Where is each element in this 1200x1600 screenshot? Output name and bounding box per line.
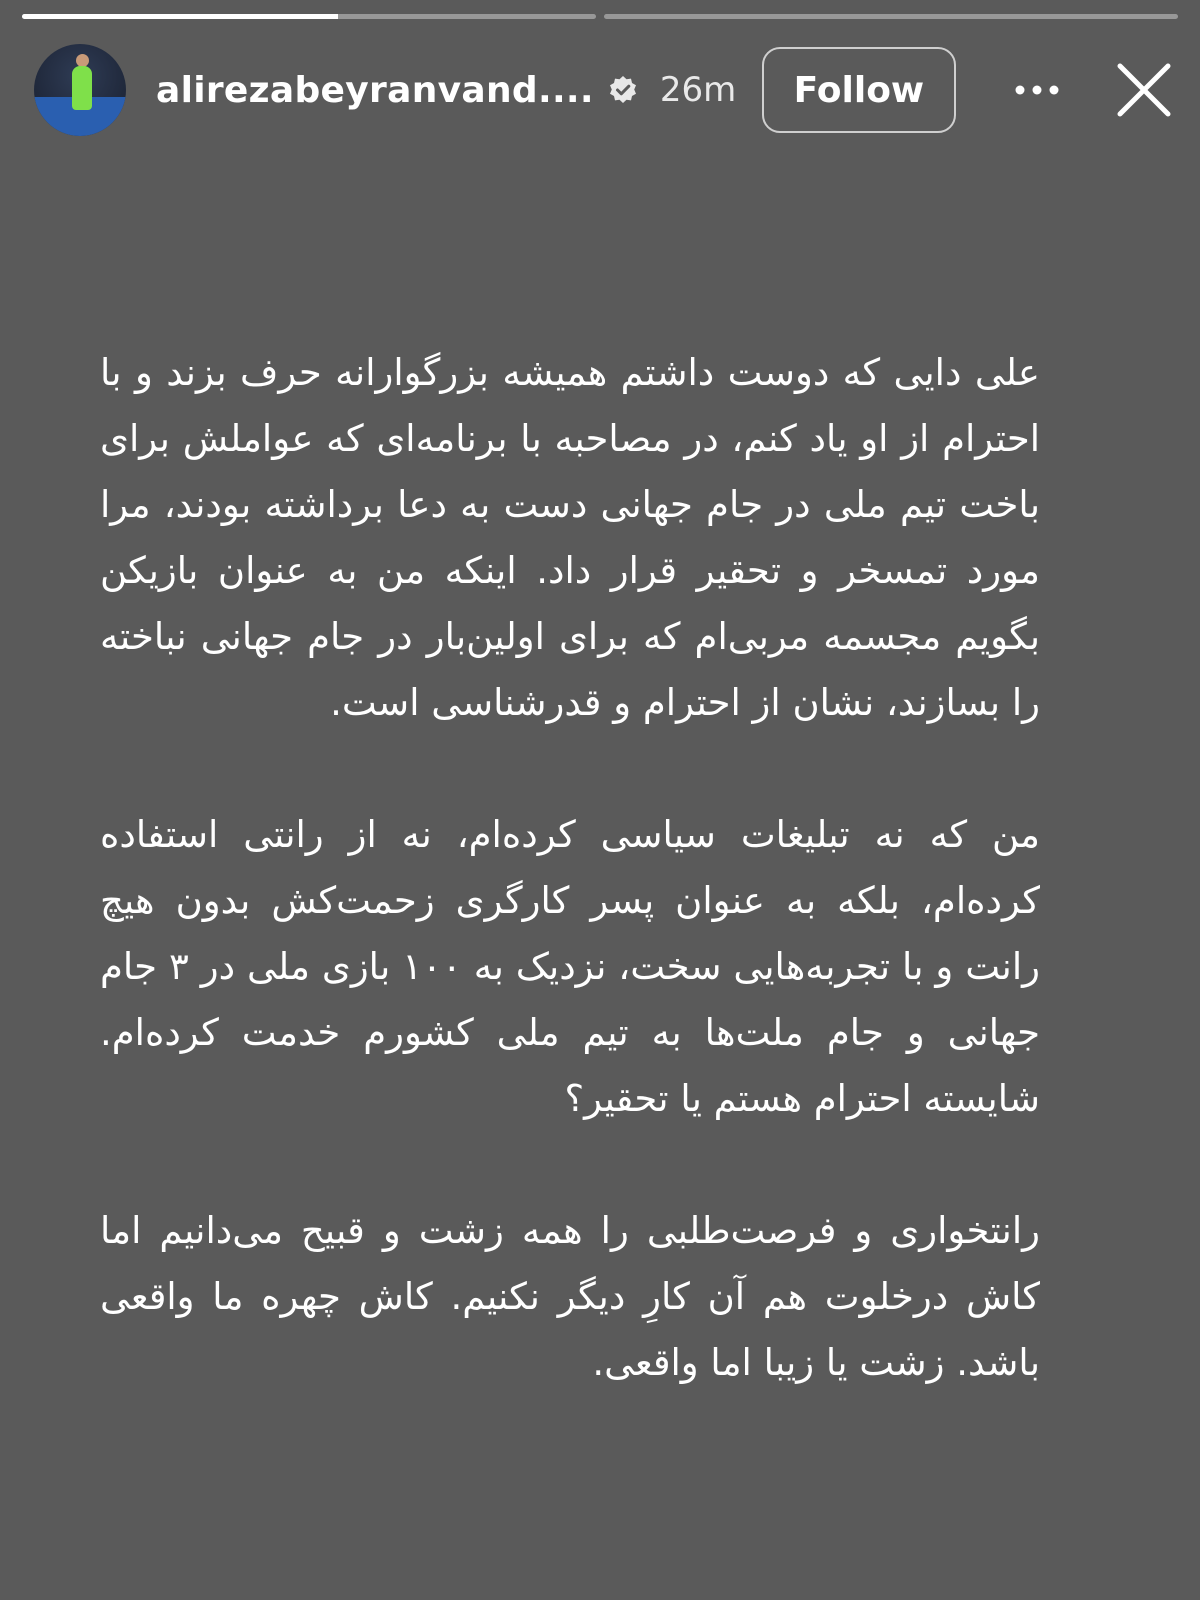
progress-segment-2 xyxy=(604,14,1178,19)
story-paragraph-2: من که نه تبلیغات سیاسی کرده‌ام، نه از رانتی استفاده کرده‌ام، بلکه به عنوان پسر کارگری زحمت‌کش بدون هیچ رانت و با تجربه‌هایی سخت، نزدیک به ۱۰۰ بازی ملی در ۳ جام جهانی و جام ملت‌ها به تیم ملی کشورم خدمت کرده‌ام. شایسته احترام هستم یا تحقیر؟ xyxy=(100,813,1040,1120)
progress-fill-1 xyxy=(22,14,338,19)
follow-button[interactable]: Follow xyxy=(762,47,955,133)
more-options-icon[interactable] xyxy=(1012,70,1063,110)
story-paragraph-3: رانتخواری و فرصت‌طلبی را همه زشت و قبیح می‌دانیم اما کاش درخلوت هم آن کارِ دیگر نکنیم. کاش چهره ما واقعی باشد. زشت یا زیبا اما واقعی. xyxy=(100,1209,1040,1384)
avatar-player xyxy=(72,66,92,110)
progress-segment-1 xyxy=(22,14,596,19)
avatar[interactable] xyxy=(34,44,126,136)
post-time: 26m xyxy=(659,70,737,110)
close-icon[interactable] xyxy=(1115,60,1174,120)
username[interactable]: alirezabeyranvand.... xyxy=(156,69,594,111)
story-progress xyxy=(22,14,1178,19)
story-paragraph-1: علی دایی که دوست داشتم همیشه بزرگوارانه حرف بزند و با احترام از او یاد کنم، در مصاحبه با برنامه‌ای که عواملش برای باخت تیم ملی در جام جهانی دست به دعا برداشته بودند، مرا مورد تمسخر و تحقیر قرار داد. اینکه من به عنوان بازیکن بگویم مجسمه مربی‌ام که برای اولین‌بار در جام جهانی نباخته را بسازند، نشان از احترام و قدرشناسی است. xyxy=(100,351,1040,724)
story-text xyxy=(100,340,1040,1396)
verified-badge-icon xyxy=(608,75,638,105)
story-header xyxy=(34,44,1174,136)
